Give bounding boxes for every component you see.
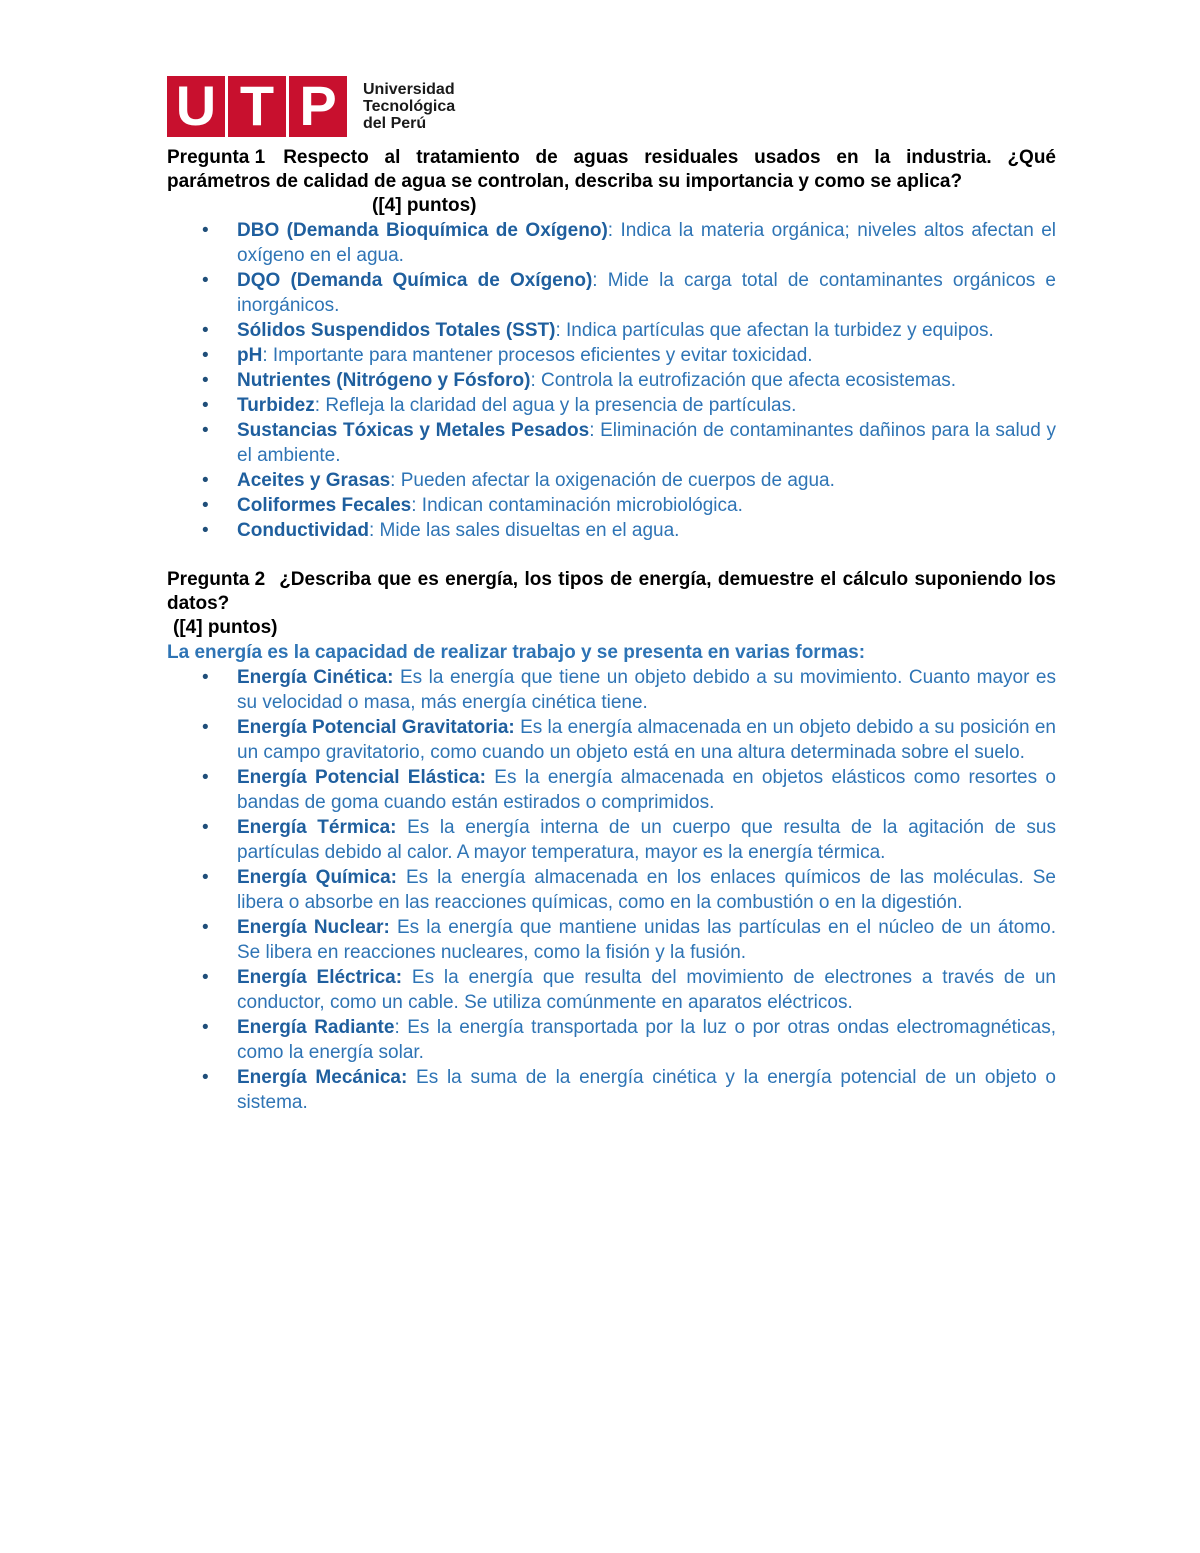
- bullet-icon: •: [202, 717, 209, 738]
- bullet-icon: •: [202, 1017, 209, 1038]
- list-item: [167, 1065, 1056, 1115]
- bullet-icon: •: [202, 345, 209, 366]
- logo-letter-p: P: [289, 76, 347, 137]
- list-item: [167, 765, 1056, 815]
- bullet-icon: •: [202, 917, 209, 938]
- bullet-icon: •: [202, 520, 209, 541]
- bullet-icon: •: [202, 967, 209, 988]
- utp-logo: [167, 74, 1056, 138]
- question-2-number: Pregunta 2: [167, 569, 266, 590]
- item-term: Coliformes Fecales: [237, 495, 412, 516]
- list-item: [167, 343, 1056, 368]
- bullet-icon: •: [202, 867, 209, 888]
- bullet-icon: •: [202, 220, 209, 241]
- question-2-answer-list: [167, 665, 1056, 1115]
- item-desc: Es la energía almacenada en un objeto debido a su posición en un campo gravitatorio, como cuando un objeto está en una altura determinada sobre el suelo.: [237, 717, 1056, 763]
- list-item: [167, 493, 1056, 518]
- item-term: Energía Cinética:: [237, 667, 394, 688]
- question-2-intro: La energía es la capacidad de realizar trabajo y se presenta en varias formas:: [167, 642, 866, 663]
- list-item: [167, 368, 1056, 393]
- item-desc: Es la energía almacenada en los enlaces químicos de las moléculas. Se libera o absorbe en las reacciones químicas, como en la combustión o en la digestión.: [237, 867, 1056, 913]
- question-2-points: ([4] puntos): [173, 617, 278, 638]
- item-term: Conductividad: [237, 520, 369, 541]
- item-desc: : Pueden afectar la oxigenación de cuerpos de agua.: [390, 470, 835, 491]
- list-item: [167, 518, 1056, 543]
- logo-letter-t: T: [228, 76, 286, 137]
- item-desc: : Indica partículas que afectan la turbidez y equipos.: [555, 320, 994, 341]
- item-desc: : Refleja la claridad del agua y la presencia de partículas.: [314, 395, 797, 416]
- bullet-icon: •: [202, 420, 209, 441]
- logo-name-line: del Perú: [363, 114, 427, 132]
- item-term: Sólidos Suspendidos Totales (SST): [237, 320, 556, 341]
- item-term: pH: [237, 345, 263, 366]
- item-desc: Es la energía que tiene un objeto debido a su movimiento. Cuanto mayor es su velocidad o masa, más energía cinética tiene.: [237, 667, 1057, 713]
- item-term: Energía Potencial Elástica:: [237, 767, 486, 788]
- item-desc: : Importante para mantener procesos eficientes y evitar toxicidad.: [262, 345, 813, 366]
- bullet-icon: •: [202, 1067, 209, 1088]
- list-item: [167, 318, 1056, 343]
- question-1-points: ([4] puntos): [372, 195, 477, 216]
- item-term: Energía Potencial Gravitatoria:: [237, 717, 515, 738]
- list-item: [167, 915, 1056, 965]
- bullet-icon: •: [202, 767, 209, 788]
- item-desc: Es la energía que resulta del movimiento de electrones a través de un conductor, como un cable. Se utiliza comúnmente en aparatos eléctricos.: [237, 967, 1056, 1013]
- item-term: Energía Mecánica:: [237, 1067, 408, 1088]
- list-item: [167, 418, 1056, 468]
- item-term: DQO (Demanda Química de Oxígeno): [237, 270, 593, 291]
- logo-name-line: Universidad: [363, 80, 455, 98]
- item-desc: : Indica la materia orgánica; niveles altos afectan el oxígeno en el agua.: [237, 220, 1056, 266]
- item-term: Energía Radiante: [237, 1017, 395, 1038]
- item-desc: : Indican contaminación microbiológica.: [411, 495, 743, 516]
- bullet-icon: •: [202, 817, 209, 838]
- item-desc: : Eliminación de contaminantes dañinos para la salud y el ambiente.: [237, 420, 1056, 466]
- list-item: [167, 218, 1056, 268]
- list-item: [167, 665, 1056, 715]
- item-term: Turbidez: [237, 395, 315, 416]
- bullet-icon: •: [202, 667, 209, 688]
- list-item: [167, 715, 1056, 765]
- item-term: Energía Química:: [237, 867, 397, 888]
- item-term: Aceites y Grasas: [237, 470, 391, 491]
- item-desc: : Mide las sales disueltas en el agua.: [368, 520, 680, 541]
- bullet-icon: •: [202, 320, 209, 341]
- list-item: [167, 393, 1056, 418]
- document-content: [167, 74, 1056, 1115]
- logo-university-name: [363, 81, 455, 132]
- question-1-answer-list: [167, 218, 1056, 543]
- logo-letter-u: U: [167, 76, 225, 137]
- list-item: [167, 865, 1056, 915]
- item-desc: Es la energía almacenada en objetos elásticos como resortes o bandas de goma cuando están estirados o comprimidos.: [237, 767, 1056, 813]
- list-item: [167, 815, 1056, 865]
- bullet-icon: •: [202, 395, 209, 416]
- item-term: Energía Térmica:: [237, 817, 397, 838]
- question-1-text: Respecto al tratamiento de aguas residuales usados en la industria. ¿Qué parámetros de calidad de agua se controlan, describa su importancia y como se aplica?: [167, 147, 1056, 192]
- bullet-icon: •: [202, 270, 209, 291]
- item-desc: : Mide la carga total de contaminantes orgánicos e inorgánicos.: [237, 270, 1056, 316]
- question-2-heading: [167, 568, 1056, 616]
- item-desc: Es la energía que mantiene unidas las partículas en el núcleo de un átomo. Se libera en reacciones nucleares, como la fisión y la fusión.: [237, 917, 1056, 963]
- item-desc: Es la energía interna de un cuerpo que resulta de la agitación de sus partículas debido al calor. A mayor temperatura, mayor es la energía térmica.: [237, 817, 1056, 863]
- item-term: DBO (Demanda Bioquímica de Oxígeno): [237, 220, 608, 241]
- item-desc: : Controla la eutrofización que afecta ecosistemas.: [530, 370, 957, 391]
- item-term: Sustancias Tóxicas y Metales Pesados: [237, 420, 590, 441]
- question-1-number: Pregunta 1: [167, 147, 266, 168]
- question-2-text: ¿Describa que es energía, los tipos de energía, demuestre el cálculo suponiendo los datos?: [167, 569, 1056, 614]
- bullet-icon: •: [202, 470, 209, 491]
- logo-name-line: Tecnológica: [363, 97, 456, 115]
- item-desc: : Es la energía transportada por la luz o por otras ondas electromagnéticas, como la energía solar.: [237, 1017, 1056, 1063]
- list-item: [167, 268, 1056, 318]
- item-term: Nutrientes (Nitrógeno y Fósforo): [237, 370, 531, 391]
- list-item: [167, 965, 1056, 1015]
- list-item: [167, 468, 1056, 493]
- bullet-icon: •: [202, 495, 209, 516]
- item-term: Energía Nuclear:: [237, 917, 390, 938]
- list-item: [167, 1015, 1056, 1065]
- question-1-heading: [167, 146, 1056, 194]
- item-desc: Es la suma de la energía cinética y la energía potencial de un objeto o sistema.: [237, 1067, 1057, 1113]
- item-term: Energía Eléctrica:: [237, 967, 403, 988]
- bullet-icon: •: [202, 370, 209, 391]
